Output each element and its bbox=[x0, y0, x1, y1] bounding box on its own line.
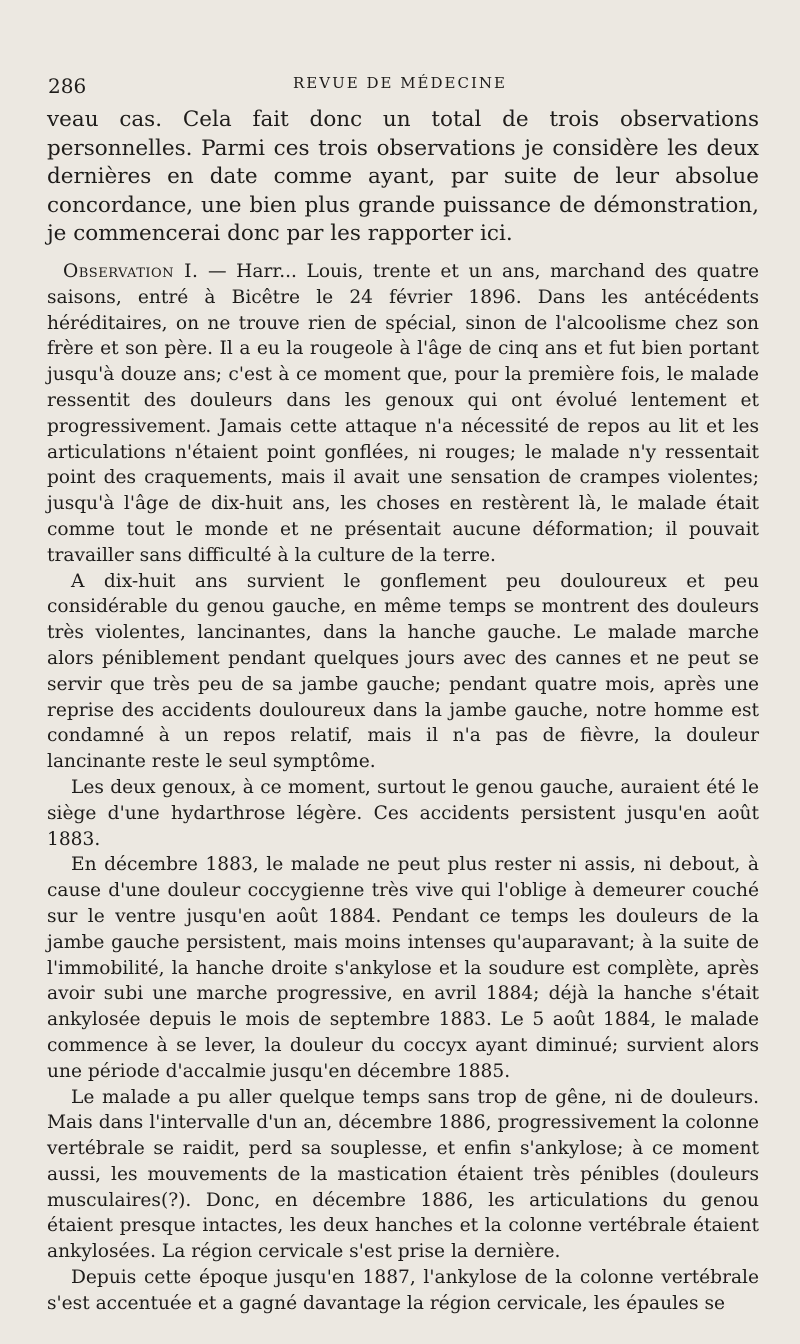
observation-paragraph-3: Les deux genoux, à ce moment, surtout le genou gauche, auraient été le siège d'une hydarthrose légère. Ces accidents persistent jusqu'en août 1883. bbox=[47, 776, 759, 850]
running-title: REVUE DE MÉDECINE bbox=[293, 74, 507, 92]
observation-paragraph-2: A dix-huit ans survient le gonflement peu douloureux et peu considérable du genou gauche, en même temps se montrent des douleurs très violentes, lancinantes, dans la hanche gauche. Le malade marche alors péniblement pendant quelques jours avec des cannes et ne peut se servir que très peu de sa jambe gauche; pendant quatre mois, après une reprise des accidents douloureux dans la jambe gauche, notre homme est condamné à un repos relatif, mais il n'a pas de fièvre, la douleur lancinante reste le seul symptôme. bbox=[47, 570, 759, 773]
observation-text: — Harr... Louis, trente et un ans, marchand des quatre saisons, entré à Bicêtre le 24 février 1896. Dans les antécédents héréditaires, on ne trouve rien de spécial, sinon de l'alcoolisme chez son frère et son père. Il a eu la rougeole à l'âge de cinq ans et fut bien portant jusqu'à douze ans; c'est à ce moment que, pour la première fois, le malade ressentit des douleurs dans les genoux qui ont évolué lentement et progressivement. Jamais cette attaque n'a nécessité de repos au lit et les articulations n'étaient point gonflées, ni rouges; le malade n'y ressentait point des craquements, mais il avait une sensation de crampes violentes; jusqu'à l'âge de dix-huit ans, les choses en restèrent là, le malade était comme tout le monde et ne présentait aucune déformation; il pouvait travailler sans difficulté à la culture de la terre. bbox=[47, 261, 759, 566]
observation-paragraph-4: En décembre 1883, le malade ne peut plus rester ni assis, ni debout, à cause d'une douleur coccygienne très vive qui l'oblige à demeurer couché sur le ventre jusqu'en août 1884. Pendant ce temps les douleurs de la jambe gauche persistent, mais moins intenses qu'auparavant; à la suite de l'immobilité, la hanche droite s'ankylose et la soudure est complète, après avoir subi une marche progressive, en avril 1884; déjà la hanche s'était ankylosée depuis le mois de septembre 1883. Le 5 août 1884, le malade commence à se lever, la douleur du coccyx ayant diminué; survient alors une période d'accalmie jusqu'en décembre 1885. bbox=[47, 854, 759, 1082]
observation-paragraph-6: Depuis cette époque jusqu'en 1887, l'ankylose de la colonne vertébrale s'est accentuée et a gagné davantage la région cervicale, les épaules se bbox=[47, 1267, 759, 1314]
observation-section bbox=[47, 259, 759, 1317]
page-number: 286 bbox=[48, 74, 87, 98]
observation-paragraph-1 bbox=[47, 259, 759, 569]
observation-label: Observation I. bbox=[63, 261, 199, 282]
intro-paragraph: veau cas. Cela fait donc un total de trois observations personnelles. Parmi ces trois observations je considère les deux dernières en date comme ayant, par suite de leur absolue concordance, une bien plus grande puissance de démonstration, je commencerai donc par les rapporter ici. bbox=[47, 107, 759, 247]
observation-paragraph-5: Le malade a pu aller quelque temps sans trop de gêne, ni de douleurs. Mais dans l'intervalle d'un an, décembre 1886, progressivement la colonne vertébrale se raidit, perd sa souplesse, et enfin s'ankylose; à ce moment aussi, les mouvements de la mastication étaient très pénibles (douleurs musculaires(?). Donc, en décembre 1886, les articulations du genou étaient presque intactes, les deux hanches et la colonne vertébrale étaient ankylosées. La région cervicale s'est prise la dernière. bbox=[47, 1086, 759, 1263]
